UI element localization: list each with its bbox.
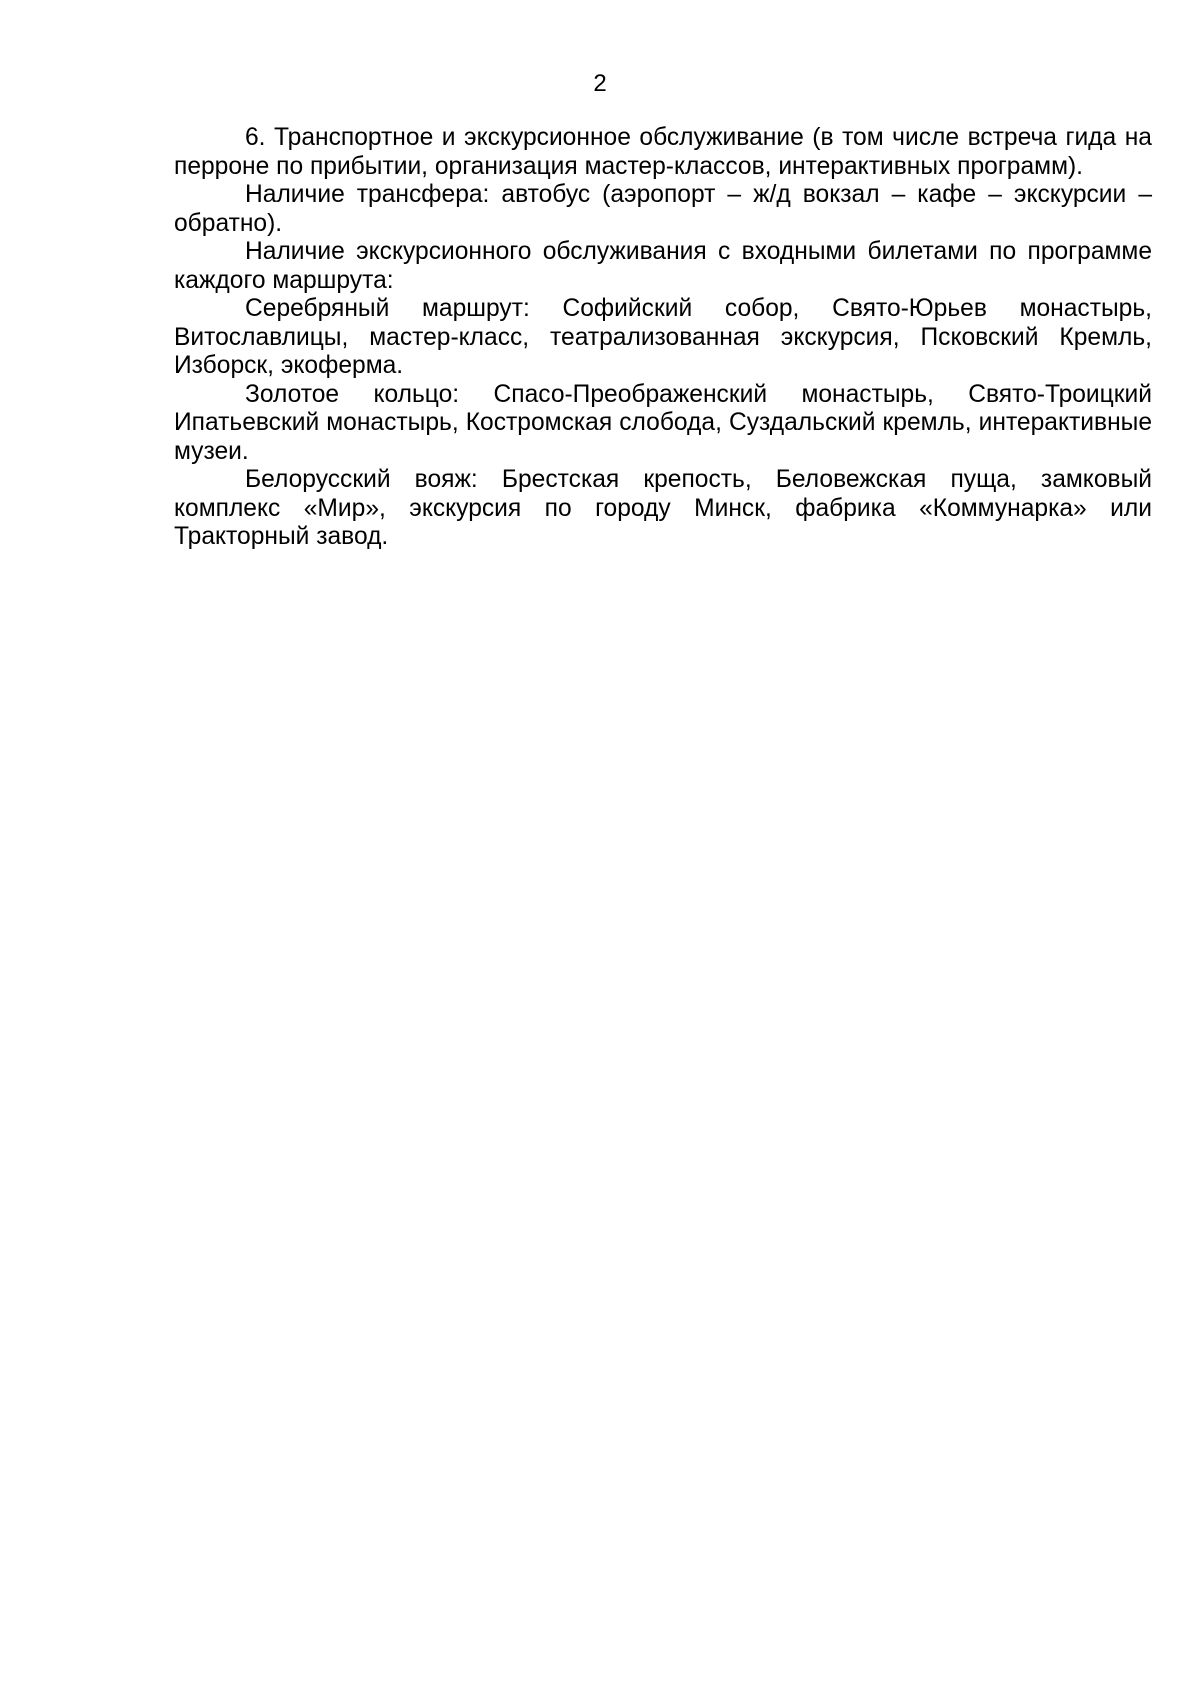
document-body [174, 124, 1152, 552]
paragraph-excursion-tickets: Наличие экскурсионного обслуживания с входными билетами по программе каждого маршрута: [174, 238, 1152, 294]
paragraph-transfer: Наличие трансфера: автобус (аэропорт – ж/д вокзал – кафе – экскурсии – обратно). [174, 181, 1152, 237]
paragraph-silver-route: Серебряный маршрут: Софийский собор, Свято-Юрьев монастырь, Витославлицы, мастер-класс, театрализованная экскурсия, Псковский Кремль, Изборск, экоферма. [174, 295, 1152, 379]
paragraph-golden-ring: Золотое кольцо: Спасо-Преображенский монастырь, Свято-Троицкий Ипатьевский монастырь, Костромская слобода, Суздальский кремль, интерактивные музеи. [174, 380, 1152, 465]
paragraph-belarus-voyage: Белорусский вояж: Брестская крепость, Беловежская пуща, замковый комплекс «Мир», экскурсия по городу Минск, фабрика «Коммунарка» или Тракторный завод. [174, 466, 1152, 550]
page-number: 2 [593, 70, 607, 97]
paragraph-transport-service: 6. Транспортное и экскурсионное обслуживание (в том числе встреча гида на перроне по прибытии, организация мастер-классов, интерактивных программ). [174, 124, 1152, 180]
